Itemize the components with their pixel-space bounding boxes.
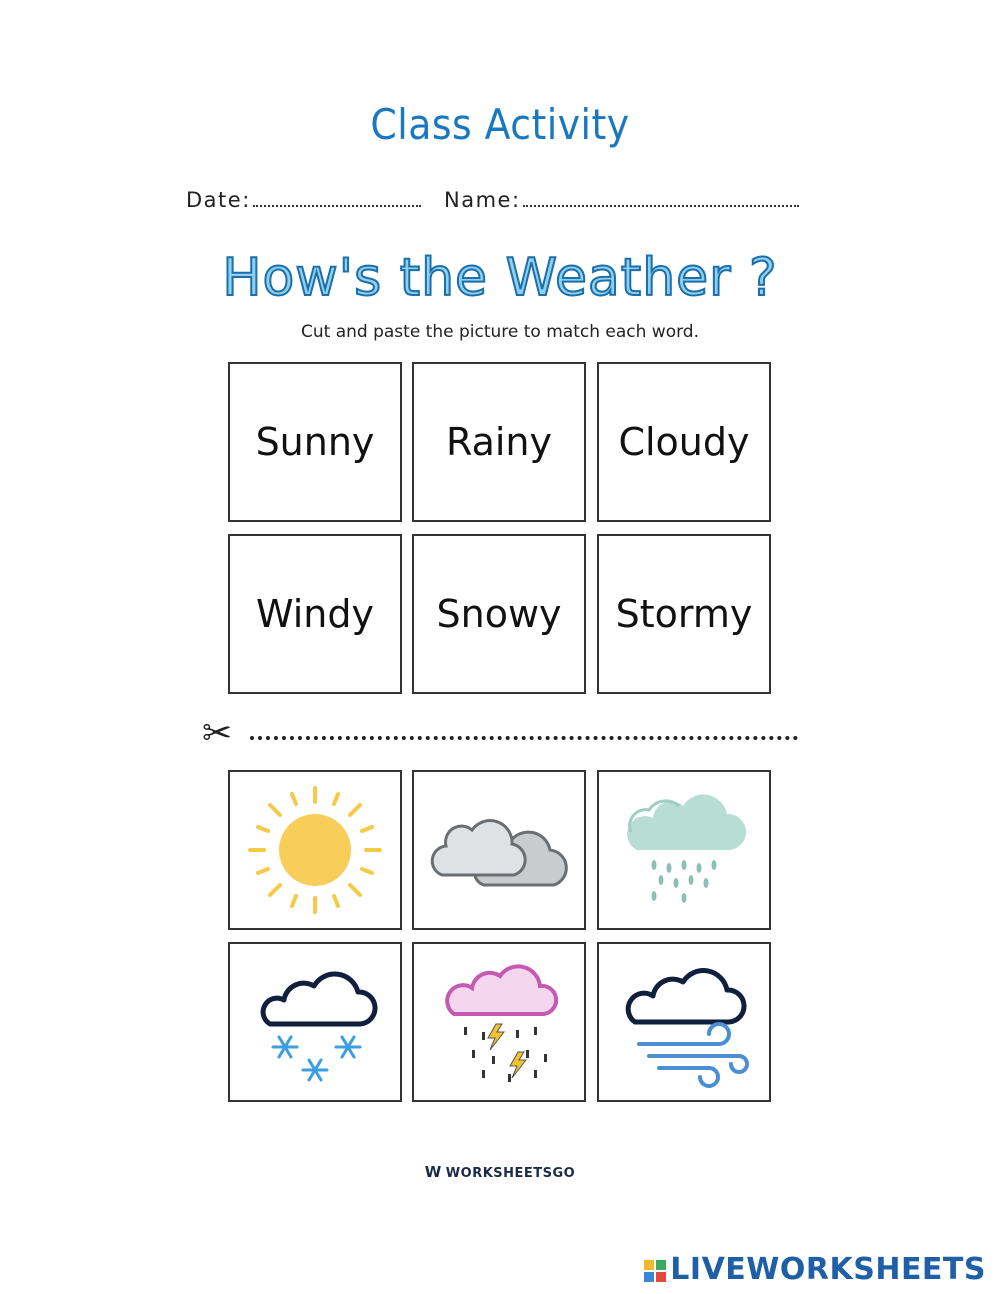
- storm-cloud-icon[interactable]: [424, 952, 574, 1092]
- rain-cloud-icon[interactable]: [609, 780, 759, 920]
- word-label: Sunny: [255, 420, 375, 464]
- footer-logo-text: WORKSHEETSGO: [445, 1166, 576, 1181]
- clouds-icon[interactable]: [424, 780, 574, 920]
- name-label: Name:: [444, 188, 521, 212]
- word-label: Stormy: [615, 592, 753, 636]
- date-label: Date:: [186, 188, 251, 212]
- scissors-icon: ✂: [202, 713, 233, 754]
- liveworksheets-brand[interactable]: [644, 1252, 986, 1287]
- date-blank[interactable]: [253, 191, 421, 207]
- sun-icon[interactable]: [240, 780, 390, 920]
- wind-cloud-icon[interactable]: [609, 952, 759, 1092]
- word-cell-snowy[interactable]: [412, 534, 586, 694]
- worksheetsgo-logo: [0, 1163, 1000, 1181]
- instructions-text: Cut and paste the picture to match each word.: [300, 322, 699, 342]
- word-cell-rainy[interactable]: [412, 362, 586, 522]
- word-label: Rainy: [446, 420, 552, 464]
- word-cell-windy[interactable]: [228, 534, 402, 694]
- name-field[interactable]: [444, 188, 799, 212]
- picture-cell-snowy[interactable]: [228, 942, 402, 1102]
- page-title: Class Activity: [370, 100, 630, 149]
- name-blank[interactable]: [523, 191, 799, 207]
- picture-cell-sun[interactable]: [228, 770, 402, 930]
- picture-cell-rainy[interactable]: [597, 770, 771, 930]
- picture-cell-stormy[interactable]: [412, 942, 586, 1102]
- word-label: Snowy: [436, 592, 562, 636]
- picture-cell-cloudy[interactable]: [412, 770, 586, 930]
- brand-text: LIVEWORKSHEETS: [670, 1252, 986, 1287]
- snow-cloud-icon[interactable]: [240, 952, 390, 1092]
- word-cell-sunny[interactable]: [228, 362, 402, 522]
- date-field[interactable]: [186, 188, 421, 212]
- word-cell-cloudy[interactable]: [597, 362, 771, 522]
- worksheet-title: How's the Weather ?: [222, 248, 778, 308]
- picture-cell-windy[interactable]: [597, 942, 771, 1102]
- word-label: Cloudy: [618, 420, 750, 464]
- w-logo-icon: W: [424, 1163, 442, 1181]
- liveworksheets-logo-icon: [644, 1260, 666, 1282]
- cut-line: [250, 736, 798, 740]
- word-cell-stormy[interactable]: [597, 534, 771, 694]
- word-label: Windy: [256, 592, 374, 636]
